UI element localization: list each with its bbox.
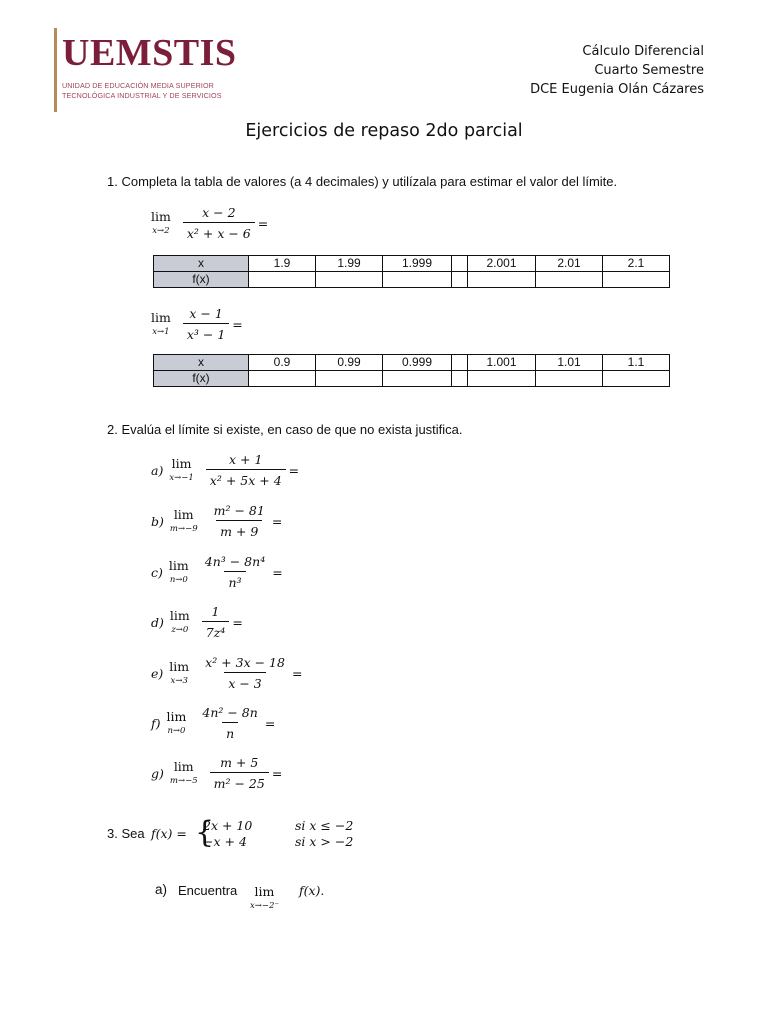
answer-cell[interactable] [383,371,452,387]
equals-sign: = [291,665,303,681]
question-2-text: 2. Evalúa el límite si existe, en caso de que no exista justifica. [107,422,463,437]
exercise-c [151,554,283,590]
denominator: x³ − 1 [183,323,229,342]
numerator: 4n² − 8n [202,705,258,720]
lim-word: lim [151,310,171,325]
denominator: 7z⁴ [202,621,230,640]
lim-subscript: z→0 [171,624,189,635]
fraction [210,755,269,791]
answer-cell[interactable] [603,272,670,288]
lim-word: lim [169,659,190,674]
limit-operator [170,509,198,533]
piece-2-expression: −x + 4 [203,834,247,849]
table-header-x: x [154,256,249,272]
lim-word: lim [151,209,171,224]
table-row-x [154,355,670,371]
question-3a-label: a) [155,882,168,897]
lim-subscript: x→1 [152,326,170,337]
equals-sign: = [271,765,283,781]
fraction [202,604,230,640]
fraction [201,554,269,590]
equals-sign: = [272,564,283,580]
exercise-label: a) [151,462,164,478]
equals-sign: = [264,715,276,731]
exercise-label: b) [151,513,164,529]
lim-subscript: x→2 [152,225,170,236]
fraction [183,205,255,241]
answer-cell[interactable] [536,371,603,387]
fraction [183,306,229,342]
limit-2 [151,306,243,342]
answer-cell[interactable] [452,371,468,387]
table-header-fx: f(x) [154,272,249,288]
lim-subscript: n→0 [169,574,188,585]
answer-cell[interactable] [316,371,383,387]
answer-cell[interactable] [603,371,670,387]
exercise-d [151,604,243,640]
denominator: x² + 5x + 4 [206,469,286,488]
question-3a-function: f(x). [299,883,325,898]
logo-subtitle [62,81,222,100]
limit-operator [170,761,198,785]
numerator: x − 2 [202,205,236,220]
denominator: n³ [224,571,245,590]
equals-sign: = [232,316,243,332]
equals-sign: = [271,513,283,529]
table-cell: 2.1 [603,256,670,272]
table-cell: 1.9 [249,256,316,272]
numerator: 4n³ − 8n⁴ [204,554,266,569]
table-cell: 2.01 [536,256,603,272]
lim-subscript: x→−2⁻ [250,900,279,911]
table-row-fx [154,272,670,288]
denominator: x − 3 [224,672,265,691]
exercise-e [151,655,302,691]
numerator: x² + 3x − 18 [205,655,285,670]
limit-operator [169,661,189,685]
table-header-fx: f(x) [154,371,249,387]
logo-accent-bar [54,28,57,112]
semester: Cuarto Semestre [594,63,704,78]
limit-operator [250,886,279,910]
piecewise-brace: { [195,815,215,850]
limit-operator [167,711,187,735]
answer-cell[interactable] [249,371,316,387]
lim-word: lim [166,709,187,724]
lim-subscript: m→−9 [169,523,198,534]
table-cell: 1.001 [468,355,536,371]
lim-word: lim [173,759,194,774]
table-cell: 0.999 [383,355,452,371]
table-cell: 1.99 [316,256,383,272]
table-row-fx [154,371,670,387]
fraction [210,503,269,539]
piece-1-expression: 2x + 10 [203,818,253,833]
lim-subscript: x→−1 [169,472,194,483]
fraction [201,655,289,691]
answer-cell[interactable] [468,371,536,387]
numerator: x + 1 [229,452,263,467]
function-name: f(x) = [151,826,187,841]
value-table-1 [153,255,670,288]
lim-word: lim [168,558,189,573]
exercise-label: c) [151,564,163,580]
limit-operator [169,560,189,584]
question-3a-limit [250,881,291,910]
answer-cell[interactable] [383,272,452,288]
logo: UEMSTIS [62,32,237,74]
denominator: m + 9 [216,520,262,539]
lim-word: lim [171,456,192,471]
table-row-x [154,256,670,272]
denominator: n [222,722,238,741]
denominator: x² + x − 6 [183,222,255,241]
table-header-x: x [154,355,249,371]
limit-operator [170,610,190,634]
question-1-text: 1. Completa la tabla de valores (a 4 decimales) y utilízala para estimar el valor del límite. [107,174,618,189]
exercise-label: g) [151,765,164,781]
course-name: Cálculo Diferencial [582,44,704,59]
question-3a-text: Encuentra [178,883,238,898]
logo-subtitle-line-1: UNIDAD DE EDUCACIÓN MEDIA SUPERIOR [62,81,214,90]
exercise-g [151,755,282,791]
table-cell: 0.99 [316,355,383,371]
page-title: Ejercicios de repaso 2do parcial [245,121,523,141]
piece-1-condition: si x ≤ −2 [295,818,354,833]
lim-subscript: n→0 [167,725,186,736]
table-cell: 0.9 [249,355,316,371]
table-cell: 1.999 [383,256,452,272]
lim-subscript: x→3 [170,675,188,686]
lim-word: lim [173,507,194,522]
denominator: m² − 25 [210,772,269,791]
fraction [198,705,261,741]
lim-subscript: m→−5 [169,775,198,786]
table-cell [452,256,468,272]
exercise-label: e) [151,665,164,681]
answer-cell[interactable] [536,272,603,288]
numerator: x − 1 [189,306,223,321]
limit-operator [151,211,171,235]
answer-cell[interactable] [249,272,316,288]
piece-2-condition: si x > −2 [295,834,354,849]
fraction [206,452,286,488]
lim-word: lim [169,608,190,623]
logo-subtitle-line-2: TECNOLÓGICA INDUSTRIAL Y DE SERVICIOS [62,90,222,100]
answer-cell[interactable] [452,272,468,288]
limit-operator [169,458,193,482]
table-cell: 1.1 [603,355,670,371]
value-table-2 [153,354,670,387]
limit-operator [151,312,171,336]
numerator: m² − 81 [213,503,265,518]
exercise-b [151,503,282,539]
numerator: m + 5 [220,755,259,770]
equals-sign: = [288,462,300,478]
limit-1 [151,205,268,241]
lim-word: lim [254,884,275,899]
table-cell [452,355,468,371]
answer-cell[interactable] [468,272,536,288]
answer-cell[interactable] [316,272,383,288]
exercise-label: f) [151,715,161,731]
exercise-f [151,705,275,741]
table-cell: 1.01 [536,355,603,371]
question-3-prefix: 3. Sea [107,826,145,841]
teacher-name: DCE Eugenia Olán Cázares [530,82,704,97]
exercise-label: d) [151,614,164,630]
equals-sign: = [232,614,243,630]
equals-sign: = [257,215,269,231]
numerator: 1 [211,604,220,619]
exercise-a [151,452,299,488]
table-cell: 2.001 [468,256,536,272]
